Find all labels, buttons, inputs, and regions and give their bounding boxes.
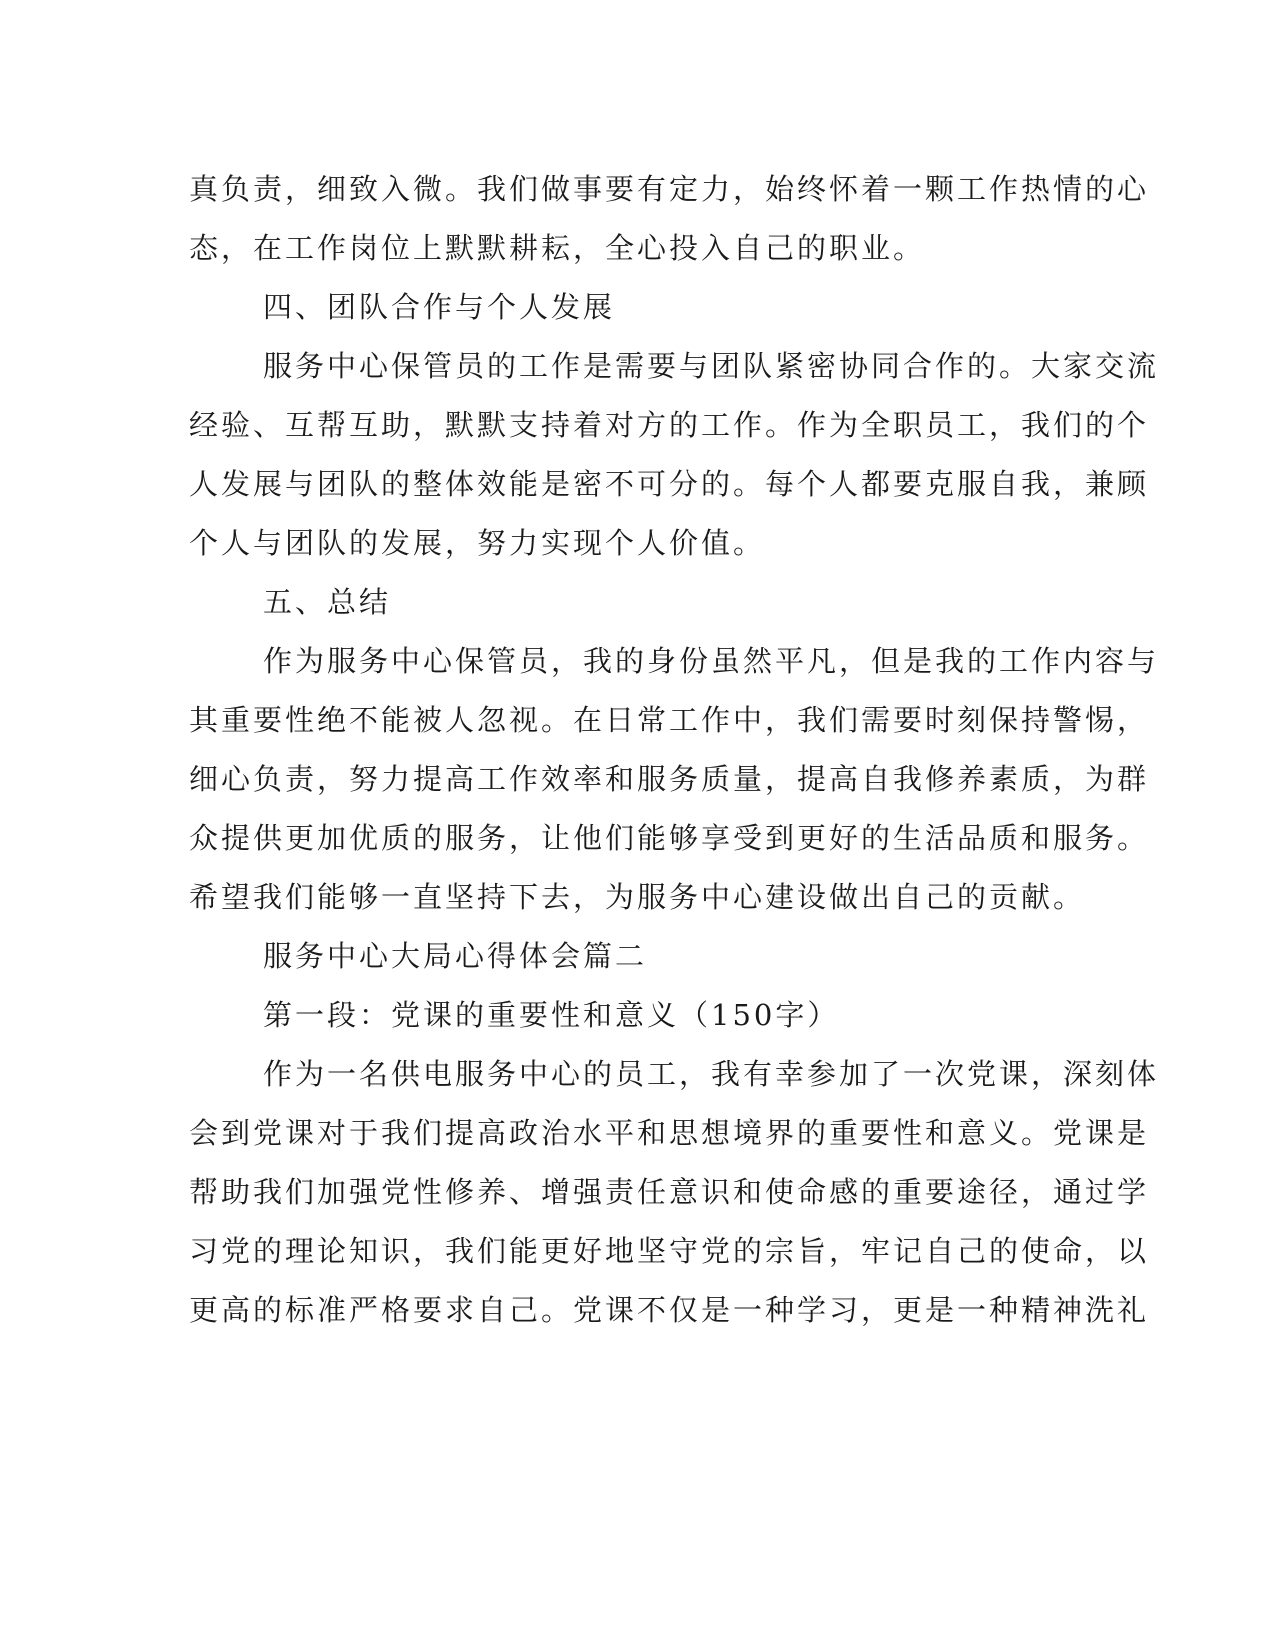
text-line: 其重要性绝不能被人忽视。在日常工作中，我们需要时刻保持警惕， bbox=[189, 703, 1150, 737]
text-line: 服务中心保管员的工作是需要与团队紧密协同合作的。大家交流 bbox=[263, 349, 1160, 383]
text-line: 态，在工作岗位上默默耕耘，全心投入自己的职业。 bbox=[189, 231, 926, 265]
text-line: 四、团队合作与个人发展 bbox=[263, 290, 616, 324]
document-body bbox=[189, 160, 1160, 1340]
text-line: 帮助我们加强党性修养、增强责任意识和使命感的重要途径，通过学 bbox=[189, 1175, 1150, 1209]
text-line: 更高的标准严格要求自己。党课不仅是一种学习，更是一种精神洗礼 bbox=[189, 1293, 1150, 1327]
text-line: 习党的理论知识，我们能更好地坚守党的宗旨，牢记自己的使命，以 bbox=[189, 1234, 1150, 1268]
text-line: 希望我们能够一直坚持下去，为服务中心建设做出自己的贡献。 bbox=[189, 880, 1086, 914]
text-line: 作为一名供电服务中心的员工，我有幸参加了一次党课，深刻体 bbox=[263, 1057, 1160, 1091]
text-line: 五、总结 bbox=[263, 585, 392, 619]
text-line: 作为服务中心保管员，我的身份虽然平凡，但是我的工作内容与 bbox=[263, 644, 1160, 678]
text-line: 会到党课对于我们提高政治水平和思想境界的重要性和意义。党课是 bbox=[189, 1116, 1150, 1150]
text-line: 众提供更加优质的服务，让他们能够享受到更好的生活品质和服务。 bbox=[189, 821, 1150, 855]
text-line: 真负责，细致入微。我们做事要有定力，始终怀着一颗工作热情的心 bbox=[189, 172, 1150, 206]
text-line: 服务中心大局心得体会篇二 bbox=[263, 939, 648, 973]
text-line: 个人与团队的发展，努力实现个人价值。 bbox=[189, 526, 766, 560]
text-line: 人发展与团队的整体效能是密不可分的。每个人都要克服自我，兼顾 bbox=[189, 467, 1150, 501]
text-line: 第一段：党课的重要性和意义（150字） bbox=[263, 998, 840, 1032]
text-line: 细心负责，努力提高工作效率和服务质量，提高自我修养素质，为群 bbox=[189, 762, 1150, 796]
text-line: 经验、互帮互助，默默支持着对方的工作。作为全职员工，我们的个 bbox=[189, 408, 1150, 442]
